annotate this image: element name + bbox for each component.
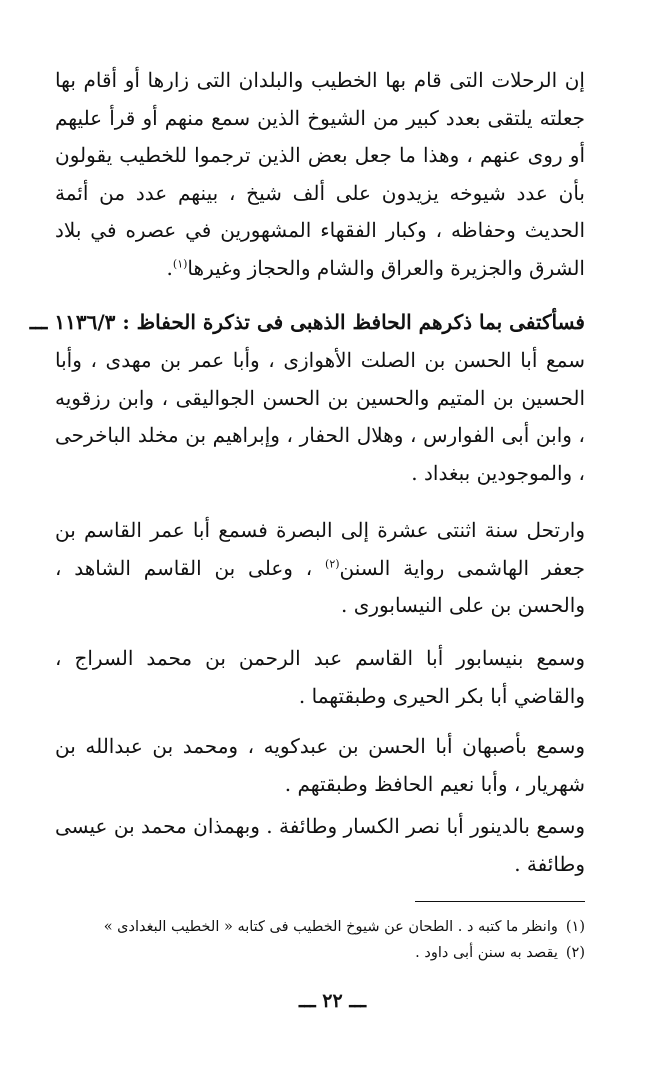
section-heading: فسأكتفى بما ذكرهم الحافظ الذهبى فى تذكرة الحفاظ : ١١٣٦/٣ ـــ	[29, 310, 585, 334]
basra-text-start: وارتحل سنة اثنتى عشرة إلى البصرة فسمع أبا عمر القاسم بن جعفر الهاشمى رواية السنن	[55, 518, 585, 580]
intro-paragraph	[55, 62, 585, 287]
footnote-ref-1[interactable]: (١)	[172, 256, 188, 270]
footnote-item	[45, 940, 585, 966]
footnotes-list	[45, 914, 585, 966]
footnote-separator	[415, 901, 585, 902]
footnote-ref-2[interactable]: (٢)	[325, 556, 340, 570]
basra-text-end: ، وعلى بن القاسم الشاهد ، والحسن بن على النيسابورى .	[55, 555, 585, 617]
footnote-text: وانظر ما كتبه د . الطحان عن شيوخ الخطيب فى كتابه « الخطيب البغدادى »	[103, 919, 558, 935]
footnote-number: (٢)	[565, 945, 585, 961]
footnote-number: (١)	[565, 919, 585, 935]
baghdad-teachers-paragraph: سمع أبا الحسن بن الصلت الأهوازى ، وأبا عمر بن مهدى ، وأبا الحسين بن المتيم والحسين بن الحسن الجواليقى ، وابن رزقويه ، وابن أبى الفوارس ، وهلال الحفار ، وإبراهيم بن مخلد الباخرحى ، والموجودين ببغداد .	[55, 348, 585, 485]
dinawar-paragraph: وسمع بالدينور أبا نصر الكسار وطائفة . وبهمذان محمد بن عيسى وطائفة .	[55, 814, 585, 876]
intro-text: إن الرحلات التى قام بها الخطيب والبلدان التى زارها أو أقام بها جعلته يلتقى بعدد كبير من الشيوخ الذين سمع منهم أو قرأ عليهم أو روى عنهم ، وهذا ما جعل بعض الذين ترجموا للخطيب يقولون بأن عدد شيوخه يزيدون على ألف شيخ ، بينهم عدد من أئمة الحديث وحفاظه ، وكبار الفقهاء المشهورين في عصره في بلاد الشرق والجزيرة والعراق والشام والحجاز وغيرها	[55, 68, 585, 280]
isfahan-paragraph: وسمع بأصبهان أبا الحسن بن عبدكويه ، ومحمد بن عبدالله بن شهريار ، وأبا نعيم الحافظ وطبقتهم .	[55, 734, 585, 796]
basra-paragraph	[55, 512, 585, 625]
page-number: ـــ ٢٢ ـــ	[298, 990, 367, 1012]
footnote-item	[45, 914, 585, 940]
intro-end-mark: .	[166, 255, 173, 280]
nishapur-paragraph: وسمع بنيسابور أبا القاسم عبد الرحمن بن محمد السراج ، والقاضي أبا بكر الحيرى وطبقتهما .	[55, 646, 585, 708]
footnote-text: يقصد به سنن أبى داود .	[415, 945, 558, 961]
